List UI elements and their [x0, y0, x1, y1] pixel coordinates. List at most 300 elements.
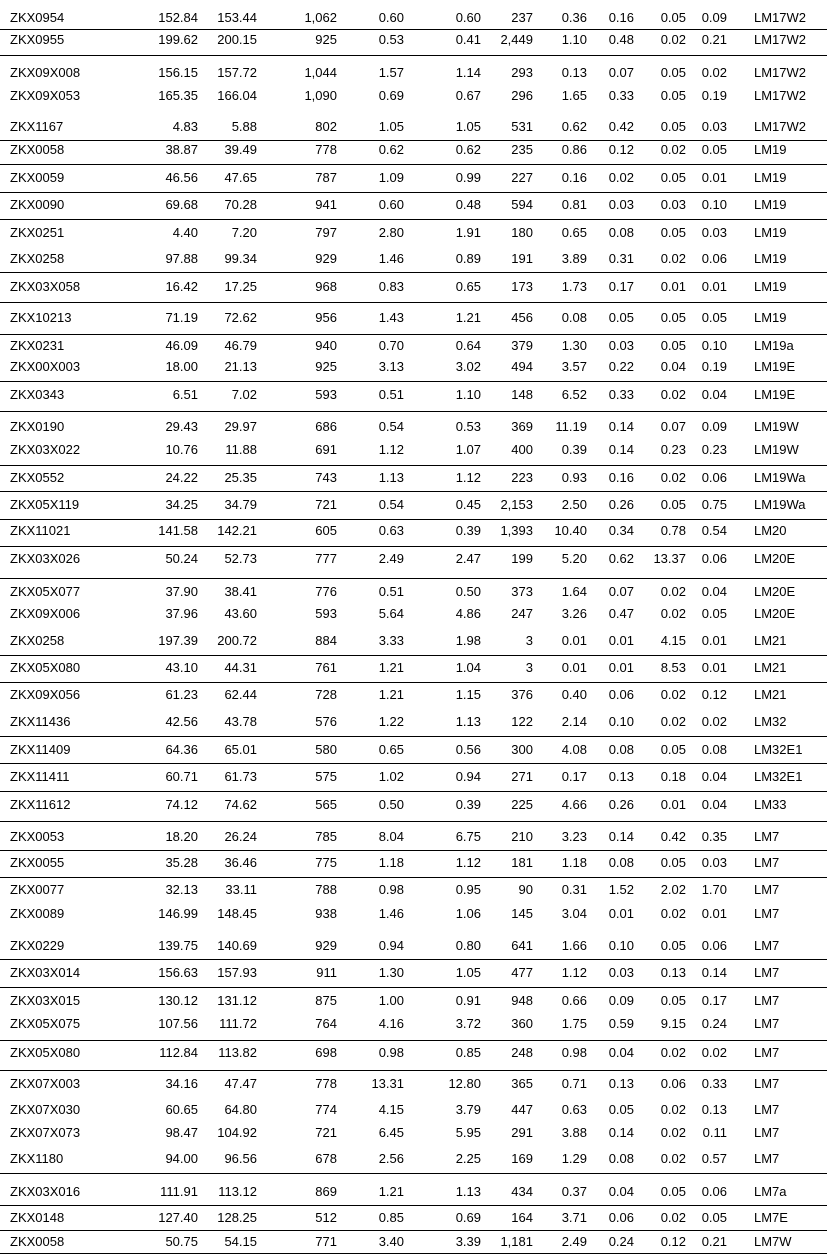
value-cell: 0.05 — [608, 1102, 634, 1117]
value-cell: 60.71 — [165, 769, 198, 784]
value-cell: 400 — [511, 442, 533, 457]
value-cell: 0.95 — [455, 882, 481, 897]
value-cell: 152.84 — [158, 10, 198, 25]
value-cell: 0.10 — [608, 714, 634, 729]
sample-id-cell: ZKX07X073 — [10, 1125, 81, 1140]
value-cell: 2.50 — [561, 497, 587, 512]
value-cell: 248 — [511, 1045, 533, 1060]
value-cell: 938 — [315, 906, 337, 921]
value-cell: 235 — [511, 142, 533, 157]
value-cell: 0.94 — [378, 938, 404, 953]
value-cell: 54.15 — [224, 1234, 257, 1249]
value-cell: 0.40 — [561, 687, 587, 702]
unit-cell: LM19 — [754, 310, 787, 325]
value-cell: 0.02 — [701, 1045, 727, 1060]
table-row — [0, 357, 827, 377]
value-cell: 62.44 — [224, 687, 257, 702]
value-cell: 0.21 — [701, 32, 727, 47]
value-cell: 3.79 — [455, 1102, 481, 1117]
sample-id-cell: ZKX0955 — [10, 32, 65, 47]
value-cell: 0.14 — [608, 419, 634, 434]
value-cell: 3.88 — [561, 1125, 587, 1140]
value-cell: 111.91 — [160, 1184, 198, 1199]
row-divider — [0, 682, 827, 683]
value-cell: 4.15 — [660, 633, 686, 648]
value-cell: 4.86 — [455, 606, 481, 621]
sample-id-cell: ZKX0552 — [10, 470, 65, 485]
row-divider — [0, 763, 827, 764]
value-cell: 0.03 — [701, 855, 727, 870]
sample-id-cell: ZKX11411 — [10, 769, 70, 784]
value-cell: 0.02 — [660, 1102, 686, 1117]
value-cell: 1.65 — [561, 88, 587, 103]
value-cell: 565 — [315, 797, 337, 812]
table-row — [0, 417, 827, 437]
value-cell: 24.22 — [165, 470, 198, 485]
value-cell: 37.96 — [165, 606, 198, 621]
value-cell: 0.06 — [701, 1184, 727, 1199]
value-cell: 148.45 — [217, 906, 257, 921]
value-cell: 605 — [315, 523, 337, 538]
value-cell: 1.30 — [378, 965, 404, 980]
table-row — [0, 117, 827, 137]
value-cell: 97.88 — [165, 251, 198, 266]
value-cell: 1.70 — [701, 882, 727, 897]
value-cell: 0.04 — [701, 387, 727, 402]
value-cell: 96.56 — [224, 1151, 257, 1166]
value-cell: 0.85 — [455, 1045, 481, 1060]
value-cell: 1.46 — [378, 251, 404, 266]
value-cell: 0.31 — [608, 251, 634, 266]
value-cell: 434 — [511, 1184, 533, 1199]
value-cell: 1.64 — [561, 584, 587, 599]
table-row — [0, 249, 827, 269]
value-cell: 6.75 — [455, 829, 481, 844]
value-cell: 0.13 — [660, 965, 686, 980]
value-cell: 379 — [511, 338, 533, 353]
value-cell: 0.02 — [660, 387, 686, 402]
sample-id-cell: ZKX0090 — [10, 197, 65, 212]
value-cell: 686 — [315, 419, 337, 434]
unit-cell: LM19a — [754, 338, 794, 353]
value-cell: 173 — [511, 279, 533, 294]
value-cell: 777 — [315, 551, 337, 566]
value-cell: 0.54 — [378, 419, 404, 434]
table-row — [0, 8, 827, 28]
value-cell: 37.90 — [165, 584, 198, 599]
value-cell: 797 — [315, 225, 337, 240]
table-row — [0, 712, 827, 732]
sample-id-cell: ZKX07X030 — [10, 1102, 81, 1117]
value-cell: 761 — [315, 660, 337, 675]
unit-cell: LM7 — [754, 1151, 780, 1166]
value-cell: 0.10 — [608, 938, 634, 953]
value-cell: 0.34 — [608, 523, 634, 538]
value-cell: 0.14 — [608, 442, 634, 457]
value-cell: 0.01 — [701, 906, 727, 921]
value-cell: 139.75 — [158, 938, 198, 953]
value-cell: 1.21 — [378, 1184, 404, 1199]
value-cell: 691 — [315, 442, 337, 457]
value-cell: 0.53 — [378, 32, 404, 47]
value-cell: 0.12 — [701, 687, 727, 702]
value-cell: 764 — [315, 1016, 337, 1031]
value-cell: 47.65 — [224, 170, 257, 185]
value-cell: 0.16 — [608, 470, 634, 485]
value-cell: 131.12 — [217, 993, 257, 1008]
value-cell: 0.18 — [660, 769, 686, 784]
value-cell: 44.31 — [224, 660, 257, 675]
value-cell: 99.34 — [224, 251, 257, 266]
value-cell: 776 — [315, 584, 337, 599]
value-cell: 0.01 — [660, 797, 686, 812]
value-cell: 0.02 — [660, 714, 686, 729]
value-cell: 4.83 — [172, 119, 198, 134]
value-cell: 1.13 — [455, 714, 481, 729]
value-cell: 0.64 — [455, 338, 481, 353]
value-cell: 0.17 — [701, 993, 727, 1008]
value-cell: 3.40 — [378, 1234, 404, 1249]
value-cell: 0.66 — [561, 993, 587, 1008]
value-cell: 456 — [511, 310, 533, 325]
value-cell: 0.24 — [608, 1234, 634, 1249]
sample-id-cell: ZKX09X056 — [10, 687, 81, 702]
value-cell: 1.66 — [561, 938, 587, 953]
value-cell: 0.02 — [660, 584, 686, 599]
value-cell: 296 — [511, 88, 533, 103]
value-cell: 0.33 — [608, 88, 634, 103]
value-cell: 0.01 — [660, 279, 686, 294]
value-cell: 0.69 — [378, 88, 404, 103]
value-cell: 0.08 — [561, 310, 587, 325]
table-row — [0, 685, 827, 705]
value-cell: 0.05 — [660, 10, 686, 25]
value-cell: 0.56 — [455, 742, 481, 757]
value-cell: 0.05 — [660, 993, 686, 1008]
value-cell: 0.78 — [660, 523, 686, 538]
value-cell: 111.72 — [219, 1016, 257, 1031]
sample-id-cell: ZKX1180 — [10, 1151, 64, 1166]
value-cell: 0.03 — [701, 225, 727, 240]
value-cell: 0.60 — [455, 10, 481, 25]
value-cell: 50.75 — [165, 1234, 198, 1249]
value-cell: 875 — [315, 993, 337, 1008]
unit-cell: LM7E — [754, 1210, 788, 1225]
table-row — [0, 308, 827, 328]
value-cell: 210 — [511, 829, 533, 844]
value-cell: 225 — [511, 797, 533, 812]
value-cell: 1.07 — [455, 442, 481, 457]
value-cell: 29.97 — [224, 419, 257, 434]
sample-id-cell: ZKX03X016 — [10, 1184, 81, 1199]
row-divider — [0, 334, 827, 335]
value-cell: 156.15 — [158, 65, 198, 80]
row-divider — [0, 736, 827, 737]
sample-id-cell: ZKX0059 — [10, 170, 65, 185]
value-cell: 0.48 — [608, 32, 634, 47]
value-cell: 165.35 — [158, 88, 198, 103]
value-cell: 0.02 — [660, 470, 686, 485]
value-cell: 0.91 — [455, 993, 481, 1008]
table-row — [0, 880, 827, 900]
value-cell: 948 — [511, 993, 533, 1008]
value-cell: 0.02 — [660, 1125, 686, 1140]
value-cell: 0.50 — [455, 584, 481, 599]
table-row — [0, 1149, 827, 1169]
table-row — [0, 223, 827, 243]
value-cell: 576 — [315, 714, 337, 729]
value-cell: 0.60 — [378, 197, 404, 212]
table-row — [0, 658, 827, 678]
value-cell: 0.99 — [455, 170, 481, 185]
value-cell: 785 — [315, 829, 337, 844]
value-cell: 447 — [511, 1102, 533, 1117]
value-cell: 0.04 — [701, 797, 727, 812]
value-cell: 0.62 — [608, 551, 634, 566]
value-cell: 0.60 — [378, 10, 404, 25]
value-cell: 112.84 — [159, 1045, 198, 1060]
value-cell: 4.16 — [378, 1016, 404, 1031]
value-cell: 0.22 — [608, 359, 634, 374]
value-cell: 200.72 — [217, 633, 257, 648]
value-cell: 271 — [511, 769, 533, 784]
unit-cell: LM7 — [754, 906, 780, 921]
value-cell: 0.83 — [378, 279, 404, 294]
value-cell: 0.06 — [608, 687, 634, 702]
sample-id-cell: ZKX03X022 — [10, 442, 81, 457]
value-cell: 0.26 — [608, 497, 634, 512]
value-cell: 0.59 — [608, 1016, 634, 1031]
table-row — [0, 1232, 827, 1252]
value-cell: 29.43 — [165, 419, 198, 434]
value-cell: 0.02 — [660, 1210, 686, 1225]
value-cell: 2.02 — [660, 882, 686, 897]
value-cell: 0.10 — [701, 338, 727, 353]
value-cell: 0.05 — [660, 497, 686, 512]
value-cell: 1.29 — [561, 1151, 587, 1166]
value-cell: 0.02 — [660, 142, 686, 157]
value-cell: 0.09 — [608, 993, 634, 1008]
row-divider — [0, 1230, 827, 1231]
unit-cell: LM7 — [754, 1076, 780, 1091]
value-cell: 127.40 — [158, 1210, 198, 1225]
value-cell: 0.16 — [561, 170, 587, 185]
value-cell: 0.48 — [455, 197, 481, 212]
value-cell: 1.18 — [378, 855, 404, 870]
row-divider — [0, 491, 827, 492]
value-cell: 728 — [315, 687, 337, 702]
value-cell: 1.14 — [455, 65, 481, 80]
value-cell: 0.05 — [660, 310, 686, 325]
unit-cell: LM7W — [754, 1234, 792, 1249]
value-cell: 180 — [511, 225, 533, 240]
value-cell: 8.53 — [660, 660, 686, 675]
sample-id-cell: ZKX0055 — [10, 855, 65, 870]
value-cell: 1.10 — [561, 32, 587, 47]
value-cell: 512 — [315, 1210, 337, 1225]
value-cell: 61.23 — [165, 687, 198, 702]
value-cell: 1.21 — [378, 687, 404, 702]
table-row — [0, 495, 827, 515]
row-divider — [0, 578, 827, 579]
value-cell: 1.09 — [378, 170, 404, 185]
value-cell: 787 — [315, 170, 337, 185]
value-cell: 365 — [511, 1076, 533, 1091]
row-divider — [0, 1040, 827, 1041]
unit-cell: LM21 — [754, 687, 787, 702]
value-cell: 0.21 — [701, 1234, 727, 1249]
unit-cell: LM7 — [754, 938, 780, 953]
value-cell: 0.51 — [378, 387, 404, 402]
table-row — [0, 631, 827, 651]
value-cell: 3.57 — [561, 359, 587, 374]
value-cell: 153.44 — [217, 10, 257, 25]
value-cell: 47.47 — [224, 1076, 257, 1091]
value-cell: 156.63 — [158, 965, 198, 980]
sample-id-cell: ZKX0229 — [10, 938, 65, 953]
value-cell: 1.12 — [455, 470, 481, 485]
value-cell: 0.05 — [660, 742, 686, 757]
value-cell: 0.02 — [608, 170, 634, 185]
value-cell: 0.42 — [660, 829, 686, 844]
value-cell: 2.47 — [455, 551, 481, 566]
value-cell: 0.03 — [701, 119, 727, 134]
value-cell: 1.13 — [455, 1184, 481, 1199]
unit-cell: LM19W — [754, 442, 799, 457]
unit-cell: LM7 — [754, 1045, 780, 1060]
sample-id-cell: ZKX0258 — [10, 633, 65, 648]
table-row — [0, 767, 827, 787]
value-cell: 0.01 — [701, 633, 727, 648]
value-cell: 0.13 — [701, 1102, 727, 1117]
value-cell: 0.01 — [701, 660, 727, 675]
sample-id-cell: ZKX1167 — [10, 119, 64, 134]
value-cell: 3.02 — [455, 359, 481, 374]
table-row — [0, 336, 827, 356]
value-cell: 2.56 — [378, 1151, 404, 1166]
value-cell: 6.51 — [172, 387, 198, 402]
value-cell: 50.24 — [165, 551, 198, 566]
value-cell: 32.13 — [165, 882, 198, 897]
value-cell: 0.75 — [701, 497, 727, 512]
value-cell: 157.93 — [217, 965, 257, 980]
value-cell: 3 — [525, 633, 533, 648]
unit-cell: LM19E — [754, 359, 796, 374]
value-cell: 42.56 — [165, 714, 198, 729]
value-cell: 1.12 — [455, 855, 481, 870]
row-divider — [0, 546, 827, 547]
value-cell: 929 — [315, 251, 337, 266]
table-row — [0, 936, 827, 956]
row-divider — [0, 1205, 827, 1206]
unit-cell: LM19W — [754, 419, 799, 434]
value-cell: 1.05 — [455, 119, 481, 134]
value-cell: 925 — [315, 359, 337, 374]
value-cell: 164 — [511, 1210, 533, 1225]
value-cell: 2.49 — [378, 551, 404, 566]
value-cell: 113.12 — [218, 1184, 257, 1199]
value-cell: 11.19 — [555, 419, 587, 434]
value-cell: 34.16 — [165, 1076, 198, 1091]
value-cell: 1,090 — [304, 88, 337, 103]
value-cell: 34.79 — [224, 497, 257, 512]
value-cell: 0.17 — [608, 279, 634, 294]
value-cell: 0.54 — [378, 497, 404, 512]
unit-cell: LM7 — [754, 1016, 780, 1031]
table-row — [0, 740, 827, 760]
value-cell: 0.39 — [455, 523, 481, 538]
sample-id-cell: ZKX0190 — [10, 419, 65, 434]
value-cell: 0.42 — [608, 119, 634, 134]
value-cell: 0.08 — [608, 225, 634, 240]
value-cell: 593 — [315, 606, 337, 621]
unit-cell: LM19Wa — [754, 497, 806, 512]
row-divider — [0, 519, 827, 520]
value-cell: 0.54 — [701, 523, 727, 538]
value-cell: 0.39 — [561, 442, 587, 457]
value-cell: 0.01 — [561, 633, 587, 648]
value-cell: 0.63 — [561, 1102, 587, 1117]
value-cell: 7.20 — [231, 225, 257, 240]
value-cell: 64.80 — [224, 1102, 257, 1117]
value-cell: 3.33 — [378, 633, 404, 648]
value-cell: 3 — [525, 660, 533, 675]
value-cell: 0.08 — [608, 855, 634, 870]
unit-cell: LM7 — [754, 855, 780, 870]
sample-id-cell: ZKX11409 — [10, 742, 71, 757]
row-divider — [0, 219, 827, 220]
value-cell: 743 — [315, 470, 337, 485]
value-cell: 1.18 — [561, 855, 587, 870]
value-cell: 197.39 — [158, 633, 198, 648]
value-cell: 0.07 — [608, 584, 634, 599]
value-cell: 38.41 — [224, 584, 257, 599]
value-cell: 774 — [315, 1102, 337, 1117]
value-cell: 169 — [511, 1151, 533, 1166]
value-cell: 0.98 — [561, 1045, 587, 1060]
value-cell: 0.05 — [701, 1210, 727, 1225]
value-cell: 0.02 — [701, 65, 727, 80]
table-row — [0, 827, 827, 847]
value-cell: 788 — [315, 882, 337, 897]
table-row — [0, 30, 827, 50]
sample-id-cell: ZKX0231 — [10, 338, 65, 353]
value-cell: 1.13 — [378, 470, 404, 485]
value-cell: 1.06 — [455, 906, 481, 921]
table-row — [0, 582, 827, 602]
value-cell: 0.62 — [455, 142, 481, 157]
sample-id-cell: ZKX05X075 — [10, 1016, 81, 1031]
value-cell: 293 — [511, 65, 533, 80]
unit-cell: LM19 — [754, 251, 787, 266]
unit-cell: LM17W2 — [754, 88, 807, 103]
value-cell: 64.36 — [165, 742, 198, 757]
value-cell: 0.86 — [561, 142, 587, 157]
value-cell: 0.02 — [660, 1045, 686, 1060]
value-cell: 1.46 — [378, 906, 404, 921]
value-cell: 72.62 — [224, 310, 257, 325]
row-divider — [0, 959, 827, 960]
unit-cell: LM19 — [754, 279, 787, 294]
value-cell: 0.02 — [660, 687, 686, 702]
value-cell: 0.80 — [455, 938, 481, 953]
value-cell: 0.37 — [561, 1184, 587, 1199]
row-divider — [0, 411, 827, 412]
value-cell: 0.14 — [608, 1125, 634, 1140]
value-cell: 0.07 — [660, 419, 686, 434]
value-cell: 0.13 — [608, 769, 634, 784]
value-cell: 373 — [511, 584, 533, 599]
